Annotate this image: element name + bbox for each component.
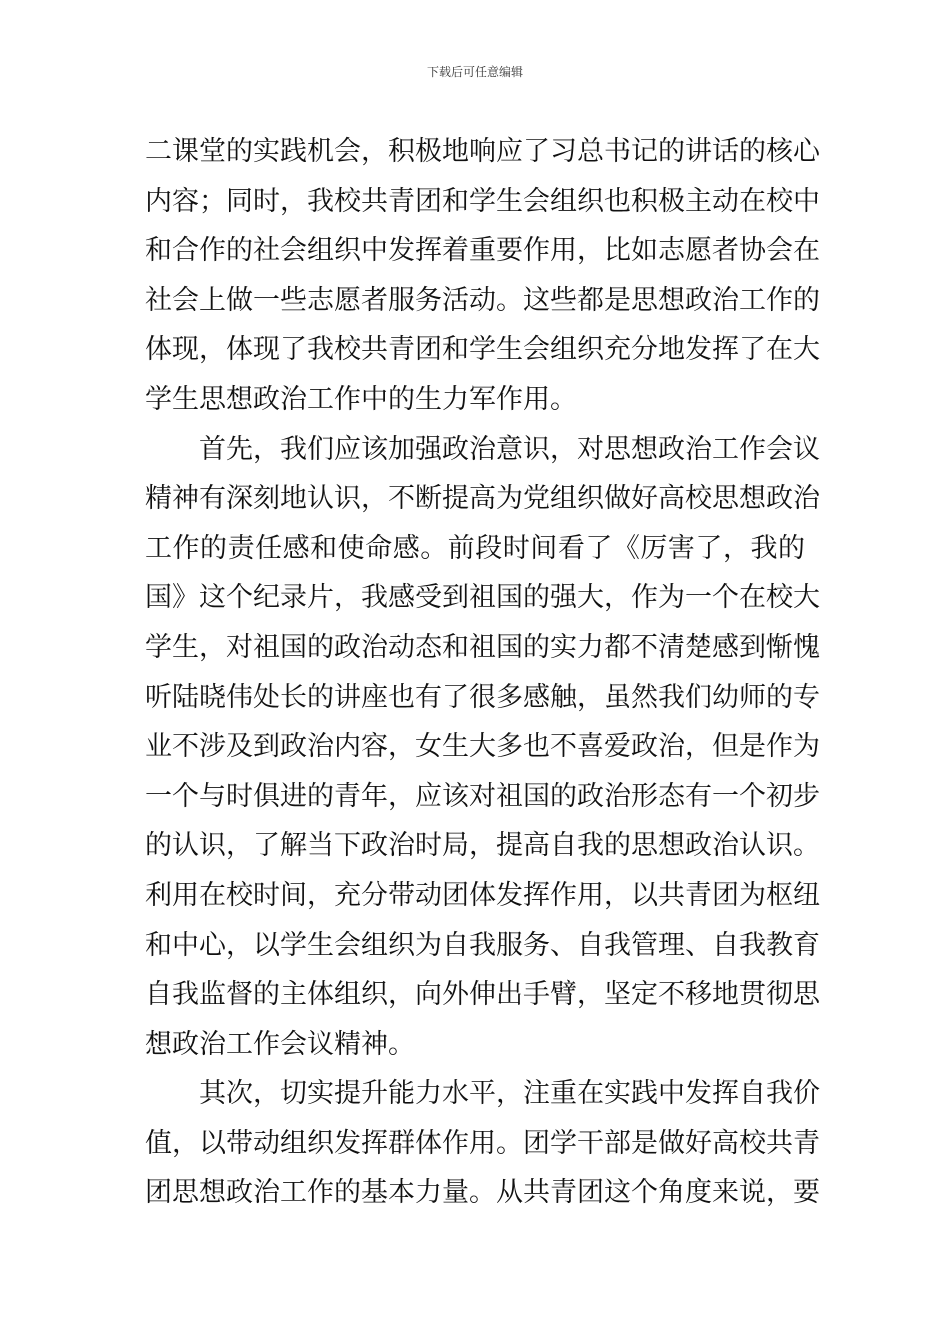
text-line: 体现，体现了我校共青团和学生会组织充分地发挥了在大 — [145, 334, 820, 366]
text-line: 自我监督的主体组织，向外伸出手臂，坚定不移地贯彻思 — [145, 979, 820, 1011]
text-line: 二课堂的实践机会，积极地响应了习总书记的讲话的核心 — [145, 136, 820, 167]
text-line: 一个与时俱进的青年，应该对祖国的政治形态有一个初步 — [145, 780, 820, 812]
text-line: 国》这个纪录片，我感受到祖国的强大，作为一个在校大 — [145, 582, 820, 614]
text-line: 和中心，以学生会组织为自我服务、自我管理、自我教育 — [145, 929, 820, 961]
text-line: 学生，对祖国的政治动态和祖国的实力都不清楚感到惭愧 — [145, 631, 820, 663]
text-line: 利用在校时间，充分带动团体发挥作用，以共青团为枢纽 — [145, 879, 820, 911]
text-line: 社会上做一些志愿者服务活动。这些都是思想政治工作的 — [145, 284, 820, 316]
text-line: 其次，切实提升能力水平，注重在实践中发挥自我价 — [145, 1078, 820, 1110]
text-line: 听陆晓伟处长的讲座也有了很多感触，虽然我们幼师的专 — [145, 681, 820, 713]
text-line: 和合作的社会组织中发挥着重要作用，比如志愿者协会在 — [145, 235, 820, 267]
body-text — [145, 127, 820, 1218]
text-line: 想政治工作会议精神。 — [145, 1028, 415, 1060]
text-line: 精神有深刻地认识，不断提高为党组织做好高校思想政治 — [145, 483, 820, 515]
text-line: 团思想政治工作的基本力量。从共青团这个角度来说，要 — [145, 1177, 820, 1209]
text-line: 的认识，了解当下政治时局，提高自我的思想政治认识。 — [145, 830, 820, 862]
text-line: 业不涉及到政治内容，女生大多也不喜爱政治，但是作为 — [145, 731, 820, 763]
text-line: 首先，我们应该加强政治意识，对思想政治工作会议 — [145, 433, 820, 465]
page-header: 下载后可任意编辑 — [426, 65, 523, 79]
text-line: 内容；同时，我校共青团和学生会组织也积极主动在校中 — [145, 185, 820, 217]
text-line: 值，以带动组织发挥群体作用。团学干部是做好高校共青 — [145, 1127, 820, 1159]
text-line: 学生思想政治工作中的生力军作用。 — [145, 383, 577, 415]
text-line: 工作的责任感和使命感。前段时间看了《厉害了，我的 — [145, 532, 805, 564]
